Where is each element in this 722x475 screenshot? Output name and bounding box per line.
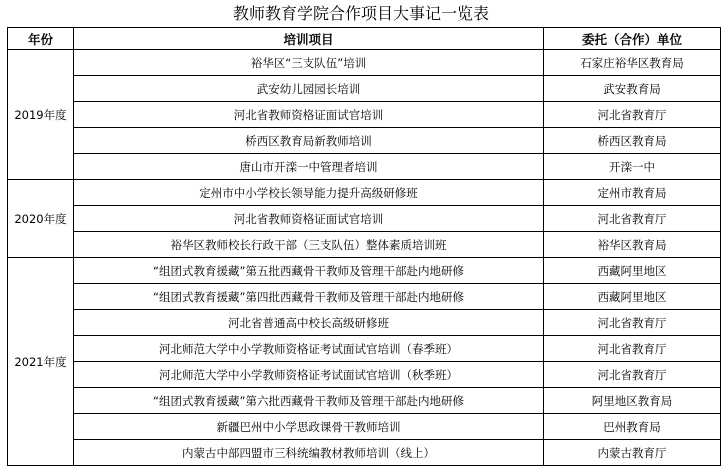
table-row <box>8 362 721 388</box>
table-row <box>8 128 721 154</box>
table-row <box>8 336 721 362</box>
unit-cell: 巴州教育局 <box>544 414 721 440</box>
project-cell: 新疆巴州中小学思政课骨干教师培训 <box>74 414 544 440</box>
project-cell: “组团式教育援藏”第六批西藏骨干教师及管理干部赴内地研修 <box>74 388 544 414</box>
unit-cell: 武安教育局 <box>544 76 721 102</box>
unit-cell: 西藏阿里地区 <box>544 258 721 284</box>
unit-cell: 河北省教育厅 <box>544 336 721 362</box>
project-cell: 河北省普通高中校长高级研修班 <box>74 310 544 336</box>
table-row <box>8 258 721 284</box>
year-cell: 2021年度 <box>8 258 74 466</box>
events-table <box>7 27 721 466</box>
project-cell: “组团式教育援藏”第四批西藏骨干教师及管理干部赴内地研修 <box>74 284 544 310</box>
table-row <box>8 102 721 128</box>
unit-cell: 裕华区教育局 <box>544 232 721 258</box>
unit-cell: 定州市教育局 <box>544 180 721 206</box>
unit-cell: 开滦一中 <box>544 154 721 180</box>
project-cell: 内蒙古中部四盟市三科统编教材教师培训（线上） <box>74 440 544 466</box>
table-row <box>8 154 721 180</box>
project-cell: 裕华区教师校长行政干部（三支队伍）整体素质培训班 <box>74 232 544 258</box>
project-cell: 河北师范大学中小学教师资格证考试面试官培训（秋季班） <box>74 362 544 388</box>
table-row <box>8 232 721 258</box>
page-title: 教师教育学院合作项目大事记一览表 <box>232 4 489 23</box>
table-row <box>8 50 721 76</box>
table-row <box>8 180 721 206</box>
table-row <box>8 414 721 440</box>
table-row <box>8 206 721 232</box>
header-unit: 委托（合作）单位 <box>544 28 721 50</box>
unit-cell: 河北省教育厅 <box>544 362 721 388</box>
table-row <box>8 310 721 336</box>
table-row <box>8 76 721 102</box>
unit-cell: 内蒙古教育厅 <box>544 440 721 466</box>
unit-cell: 桥西区教育局 <box>544 128 721 154</box>
project-cell: 定州市中小学校长领导能力提升高级研修班 <box>74 180 544 206</box>
header-project: 培训项目 <box>74 28 544 50</box>
year-cell: 2020年度 <box>8 180 74 258</box>
unit-cell: 阿里地区教育局 <box>544 388 721 414</box>
unit-cell: 河北省教育厅 <box>544 206 721 232</box>
project-cell: 河北省教师资格证面试官培训 <box>74 206 544 232</box>
project-cell: 武安幼儿园园长培训 <box>74 76 544 102</box>
project-cell: “组团式教育援藏”第五批西藏骨干教师及管理干部赴内地研修 <box>74 258 544 284</box>
unit-cell: 河北省教育厅 <box>544 102 721 128</box>
project-cell: 裕华区“三支队伍”培训 <box>74 50 544 76</box>
header-year: 年份 <box>8 28 74 50</box>
table-row <box>8 440 721 466</box>
year-cell: 2019年度 <box>8 50 74 180</box>
project-cell: 桥西区教育局新教师培训 <box>74 128 544 154</box>
header-row <box>8 28 721 50</box>
unit-cell: 西藏阿里地区 <box>544 284 721 310</box>
project-cell: 唐山市开滦一中管理者培训 <box>74 154 544 180</box>
project-cell: 河北省教师资格证面试官培训 <box>74 102 544 128</box>
table-row <box>8 388 721 414</box>
project-cell: 河北师范大学中小学教师资格证考试面试官培训（春季班） <box>74 336 544 362</box>
unit-cell: 河北省教育厅 <box>544 310 721 336</box>
table-row <box>8 284 721 310</box>
unit-cell: 石家庄裕华区教育局 <box>544 50 721 76</box>
